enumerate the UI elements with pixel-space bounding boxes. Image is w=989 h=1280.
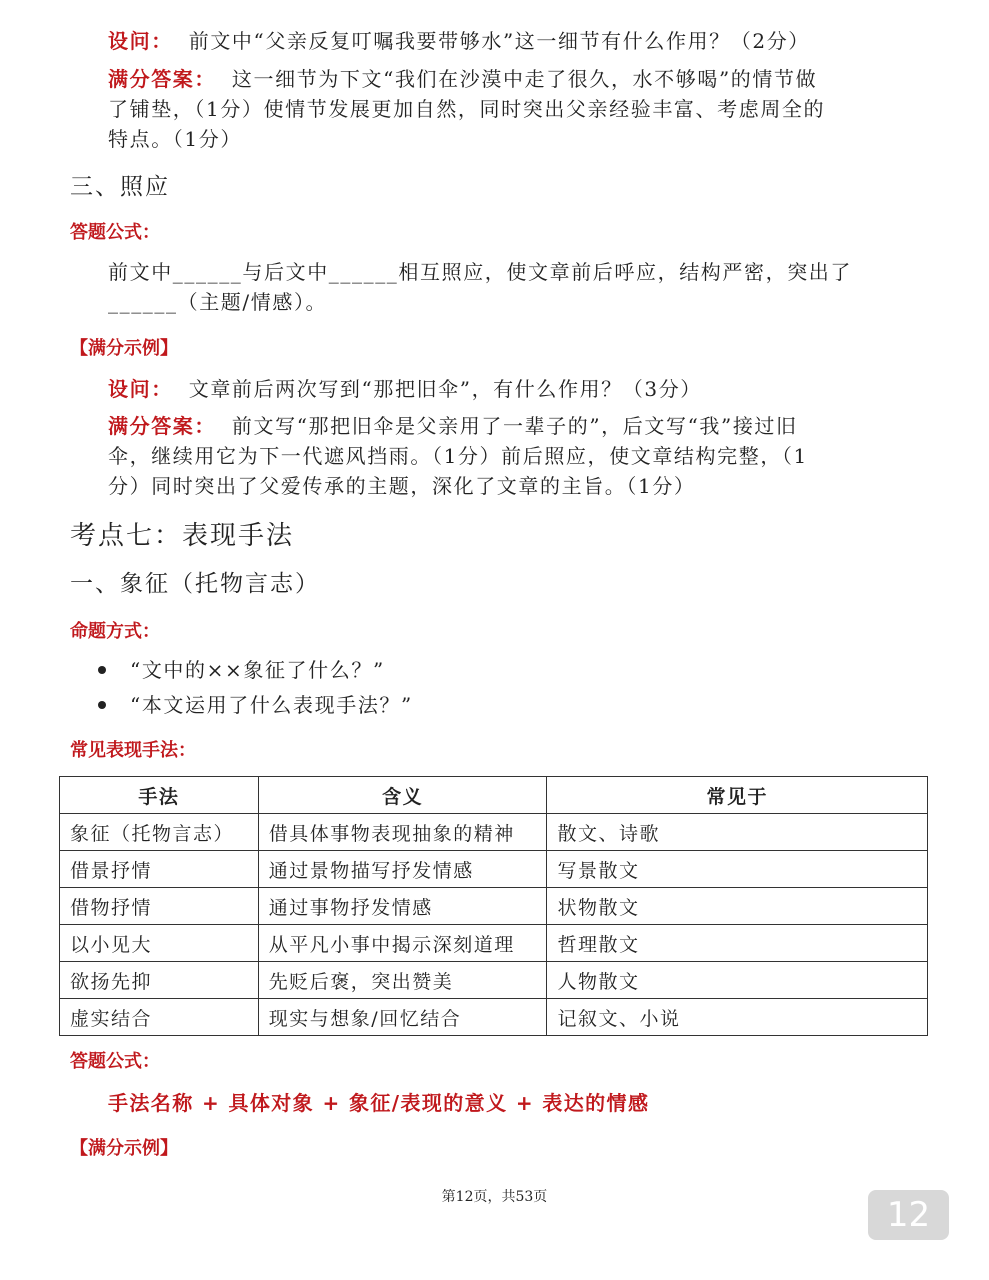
mingti-label: 命题方式： — [70, 621, 160, 642]
table-row — [60, 999, 928, 1036]
table-cell: 从平凡小事中揭示深刻道理 — [258, 925, 547, 962]
answer-line-2: 了铺垫，（1分）使情节发展更加自然，同时突出父亲经验丰富、考虑周全的 — [108, 97, 826, 121]
question-text: 前文中“父亲反复叮嘱我要带够水”这一细节有什么作用？（2分） — [188, 29, 810, 53]
answer-label: 满分答案： — [108, 414, 216, 438]
question-label: 设问： — [108, 377, 173, 401]
bullet-dot — [98, 666, 106, 674]
page-info: 第12页，共53页 — [441, 1189, 548, 1205]
answer-label: 满分答案： — [108, 67, 216, 91]
common-techniques-label: 常见表现手法： — [70, 740, 196, 761]
chapter-title: 考点七：表现手法 — [70, 521, 295, 551]
techniques-table — [59, 776, 928, 1036]
formula-line-2: ______（主题/情感）。 — [108, 290, 328, 314]
answer-line-3: 特点。（1分） — [108, 127, 242, 151]
table-cell: 人物散文 — [547, 962, 928, 999]
answer-text: 前文写“那把旧伞是父亲用了一辈子的”，后文写“我”接过旧 — [231, 414, 798, 438]
table-cell: 散文、诗歌 — [547, 814, 928, 851]
table-cell: 借具体事物表现抽象的精神 — [258, 814, 547, 851]
answer-line-2: 伞，继续用它为下一代遮风挡雨。（1分）前后照应，使文章结构完整，（1 — [108, 444, 808, 468]
formula-line-1: 前文中______与后文中______相互照应，使文章前后呼应，结构严密，突出了 — [108, 260, 852, 284]
formula-label: 答题公式： — [70, 222, 160, 243]
table-row — [60, 962, 928, 999]
table-cell: 现实与想象/回忆结合 — [258, 999, 547, 1036]
section-title: 一、象征（托物言志） — [70, 571, 320, 597]
section-title: 三、照应 — [70, 174, 170, 200]
table-cell: 哲理散文 — [547, 925, 928, 962]
table-header-row — [60, 777, 928, 814]
table-row — [60, 888, 928, 925]
example-label: 【满分示例】 — [70, 338, 178, 359]
question-label: 设问： — [108, 29, 173, 53]
example-label: 【满分示例】 — [70, 1138, 178, 1159]
bullet-item: “文中的××象征了什么？” — [130, 658, 385, 682]
answer-text: 这一细节为下文“我们在沙漠中走了很久，水不够喝”的情节做 — [231, 67, 818, 91]
question-line — [108, 26, 810, 56]
table-cell: 状物散文 — [547, 888, 928, 925]
table-cell: 通过景物描写抒发情感 — [258, 851, 547, 888]
header-cell: 常见于 — [547, 777, 928, 814]
answer-line-3: 分）同时突出了父爱传承的主题，深化了文章的主旨。（1分） — [108, 474, 696, 498]
question-line — [108, 374, 702, 404]
table-cell: 写景散文 — [547, 851, 928, 888]
table-cell: 虚实结合 — [60, 999, 259, 1036]
formula-label: 答题公式： — [70, 1051, 160, 1072]
table-row — [60, 851, 928, 888]
table-row — [60, 814, 928, 851]
answer-line-1 — [108, 411, 798, 441]
table-row — [60, 925, 928, 962]
page-number-badge: 12 — [868, 1190, 949, 1240]
table-cell: 先贬后褒，突出赞美 — [258, 962, 547, 999]
table-cell: 以小见大 — [60, 925, 259, 962]
question-text: 文章前后两次写到“那把旧伞”，有什么作用？（3分） — [188, 377, 702, 401]
table-cell: 记叙文、小说 — [547, 999, 928, 1036]
table-cell: 欲扬先抑 — [60, 962, 259, 999]
table-cell: 象征（托物言志） — [60, 814, 259, 851]
formula-text: 手法名称 + 具体对象 + 象征/表现的意义 + 表达的情感 — [108, 1091, 650, 1115]
table-cell: 借物抒情 — [60, 888, 259, 925]
header-cell: 手法 — [60, 777, 259, 814]
table-cell: 通过事物抒发情感 — [258, 888, 547, 925]
header-cell: 含义 — [258, 777, 547, 814]
table-cell: 借景抒情 — [60, 851, 259, 888]
answer-line-1 — [108, 64, 817, 94]
bullet-item: “本文运用了什么表现手法？” — [130, 693, 413, 717]
bullet-dot — [98, 701, 106, 709]
